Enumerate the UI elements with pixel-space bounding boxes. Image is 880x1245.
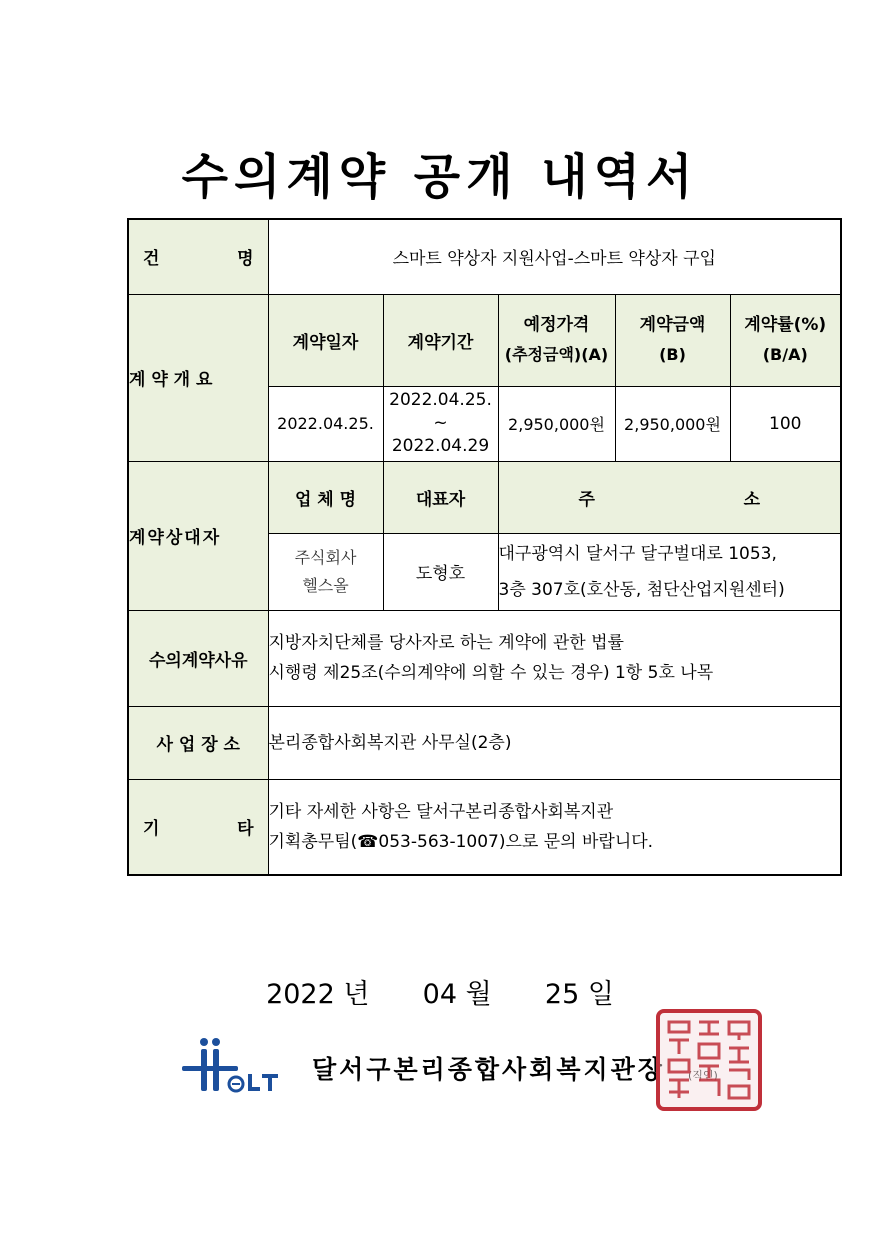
etc-text — [268, 779, 841, 875]
seal-note: (직인) — [688, 1069, 718, 1082]
issue-date — [0, 972, 880, 1011]
contract-date: 2022.04.25. — [268, 386, 383, 461]
header-estimated-price-1: 예정가격 — [523, 315, 590, 335]
location-value: 본리종합사회복지관 사무실(2층) — [268, 706, 841, 779]
company-address-2: 3층 307호(호산동, 첨단산업지원센터) — [498, 579, 785, 600]
reason-label: 수의계약사유 — [128, 610, 268, 706]
date-month-unit: 월 — [465, 979, 492, 1010]
estimated-price: 2,950,000원 — [498, 386, 615, 461]
date-month: 04 — [422, 979, 458, 1010]
company-name-1: 주식회사 — [294, 547, 357, 567]
header-company: 업 체 명 — [268, 461, 383, 533]
contract-period-start: 2022.04.25. — [389, 390, 492, 410]
location-label: 사 업 장 소 — [128, 706, 268, 779]
header-address-a: 주 — [578, 489, 595, 510]
row-name — [128, 219, 841, 294]
name-label-b: 명 — [237, 249, 254, 270]
date-day: 25 — [544, 979, 580, 1010]
name-label-cell — [128, 219, 268, 294]
date-year: 2022 — [266, 979, 335, 1010]
row-reason — [128, 610, 841, 706]
name-label-a: 건 — [143, 249, 160, 270]
company-name — [268, 533, 383, 610]
header-estimated-price — [498, 294, 615, 386]
date-year-unit: 년 — [343, 979, 370, 1010]
company-name-2: 헬스올 — [302, 575, 349, 595]
etc-label-b: 타 — [237, 819, 254, 840]
row-counterparty-header — [128, 461, 841, 533]
header-contract-period: 계약기간 — [383, 294, 498, 386]
overview-label: 계 약 개 요 — [128, 294, 268, 461]
header-contract-amount-1: 계약금액 — [639, 315, 706, 335]
counterparty-label: 계약상대자 — [128, 461, 268, 610]
header-address — [498, 461, 841, 533]
header-contract-amount-2: (B) — [659, 345, 686, 364]
etc-label-a: 기 — [143, 819, 160, 840]
contract-period — [383, 386, 498, 461]
header-contract-rate — [730, 294, 841, 386]
row-overview-header — [128, 294, 841, 386]
holt-logo — [182, 1036, 294, 1094]
row-etc — [128, 779, 841, 875]
header-contract-rate-1: 계약률(%) — [744, 315, 827, 335]
header-address-b: 소 — [743, 489, 761, 510]
date-day-unit: 일 — [587, 979, 614, 1010]
reason-text — [268, 610, 841, 706]
page-title: 수의계약 공개 내역서 — [181, 149, 699, 205]
project-name: 스마트 약상자 지원사업-스마트 약상자 구입 — [268, 219, 841, 294]
company-address — [498, 533, 841, 610]
contract-rate: 100 — [730, 386, 841, 461]
etc-label-cell — [128, 779, 268, 875]
contract-period-end: ~ 2022.04.29 — [391, 413, 490, 456]
header-contract-rate-2: (B/A) — [762, 345, 808, 364]
reason-line-1: 지방자치단체를 당사자로 하는 계약에 관한 법률 — [268, 633, 624, 653]
representative-name: 도형호 — [383, 533, 498, 610]
header-representative: 대표자 — [383, 461, 498, 533]
company-address-1: 대구광역시 달서구 달구벌대로 1053, — [498, 543, 777, 564]
reason-line-2: 시행령 제25조(수의계약에 의할 수 있는 경우) 1항 5호 나목 — [268, 663, 714, 683]
etc-line-2: 기획총무팀(☎053-563-1007)으로 문의 바랍니다. — [268, 831, 654, 852]
row-location — [128, 706, 841, 779]
official-seal — [655, 1008, 763, 1112]
contract-amount: 2,950,000원 — [615, 386, 730, 461]
contract-table — [127, 218, 842, 876]
header-contract-date: 계약일자 — [268, 294, 383, 386]
organization-signature: 달서구본리종합사회복지관장 — [312, 1055, 665, 1084]
etc-line-1: 기타 자세한 사항은 달서구본리종합사회복지관 — [268, 801, 614, 822]
header-contract-amount — [615, 294, 730, 386]
header-estimated-price-2: (추정금액)(A) — [504, 345, 609, 364]
